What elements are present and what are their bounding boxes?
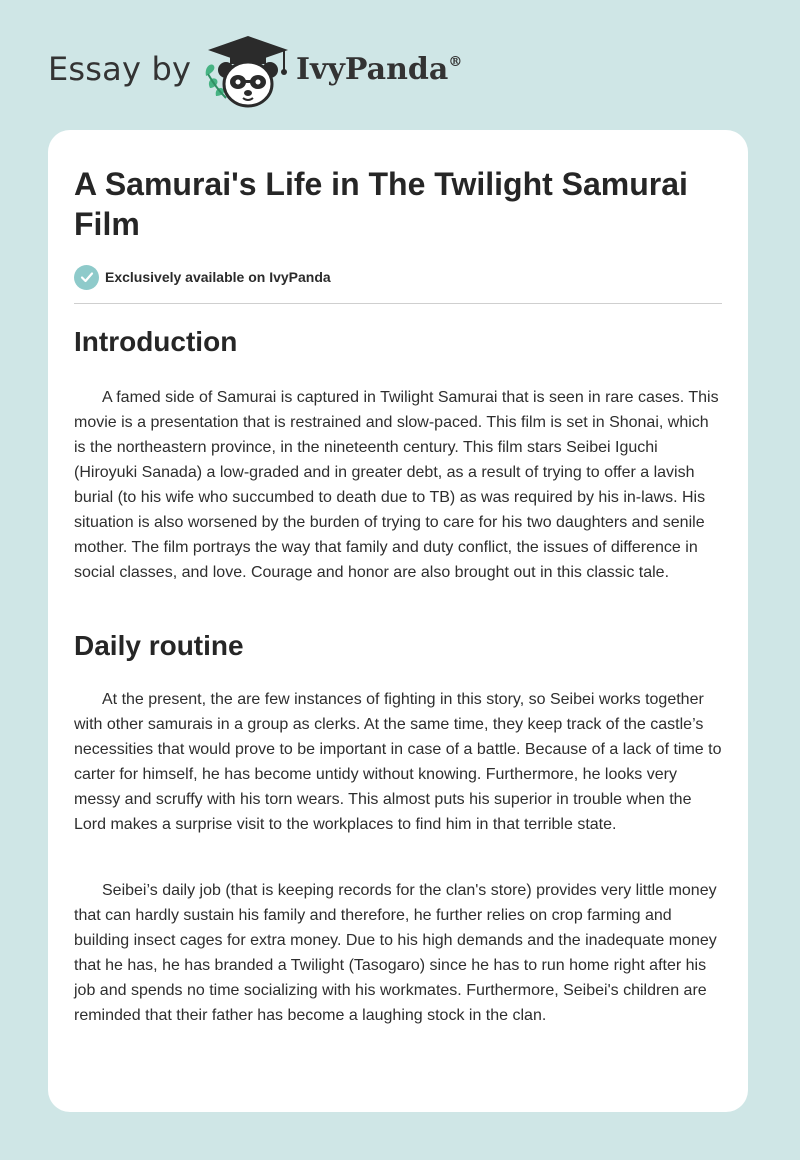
brand-name[interactable] [296,52,462,87]
brand-prefix: Essay by [48,50,192,88]
exclusive-badge [74,264,331,290]
section-heading-introduction: Introduction [74,326,238,357]
divider [74,303,722,304]
paragraph: Seibei’s daily job (that is keeping records for the clan's store) provides very little money that can hardly sustain his family and therefore, he further relies on crop farming and building insect cages for extra money. Due to his high demands and the inadequate money that he has, he has branded a Twilight (Tasogaro) since he has to run home right after his job and spends no time socializing with his workmates. Furthermore, Seibei's children are reminded that their father has become a laughing stock in the clan. [74,882,717,1024]
section-heading-daily-routine: Daily routine [74,630,244,661]
essay-card [48,130,748,1112]
page-title: A Samurai's Life in The Twilight Samurai Film [74,166,688,242]
check-circle-icon [74,265,99,290]
brand-name-text: IvyPanda [296,52,449,87]
paragraph: A famed side of Samurai is captured in Twilight Samurai that is seen in rare cases. This movie is a presentation that is restrained and slow-paced. This film is set in Shonai, which is the northeastern province, in the nineteenth century. This film stars Seibei Iguchi (Hiroyuki Sanada) a low-graded and in greater debt, as a result of trying to offer a lavish burial (to his wife who succumbed to death due to TB) as was required by his in-laws. His situation is also worsened by the burden of trying to care for his two daughters and senile mother. The film portrays the way that family and duty conflict, the issues of difference in social classes, and love. Courage and honor are also brought out in this classic tale. [74,389,719,581]
paragraph: At the present, the are few instances of fighting in this story, so Seibei works together with other samurais in a group as clerks. At the same time, they keep track of the castle’s necessities that would prove to be important in case of a battle. Because of a lack of time to carter for himself, he has become untidy without knowing. Furthermore, he looks very messy and scruffy with his torn wears. This almost puts his superior in trouble when the Lord makes a surprise visit to the workplaces to find him in that terrible state. [74,691,722,833]
panda-graduate-logo-icon[interactable] [200,36,296,110]
site-header [0,0,800,130]
badge-text: Exclusively available on IvyPanda [105,269,331,285]
registered-mark: ® [448,54,463,70]
